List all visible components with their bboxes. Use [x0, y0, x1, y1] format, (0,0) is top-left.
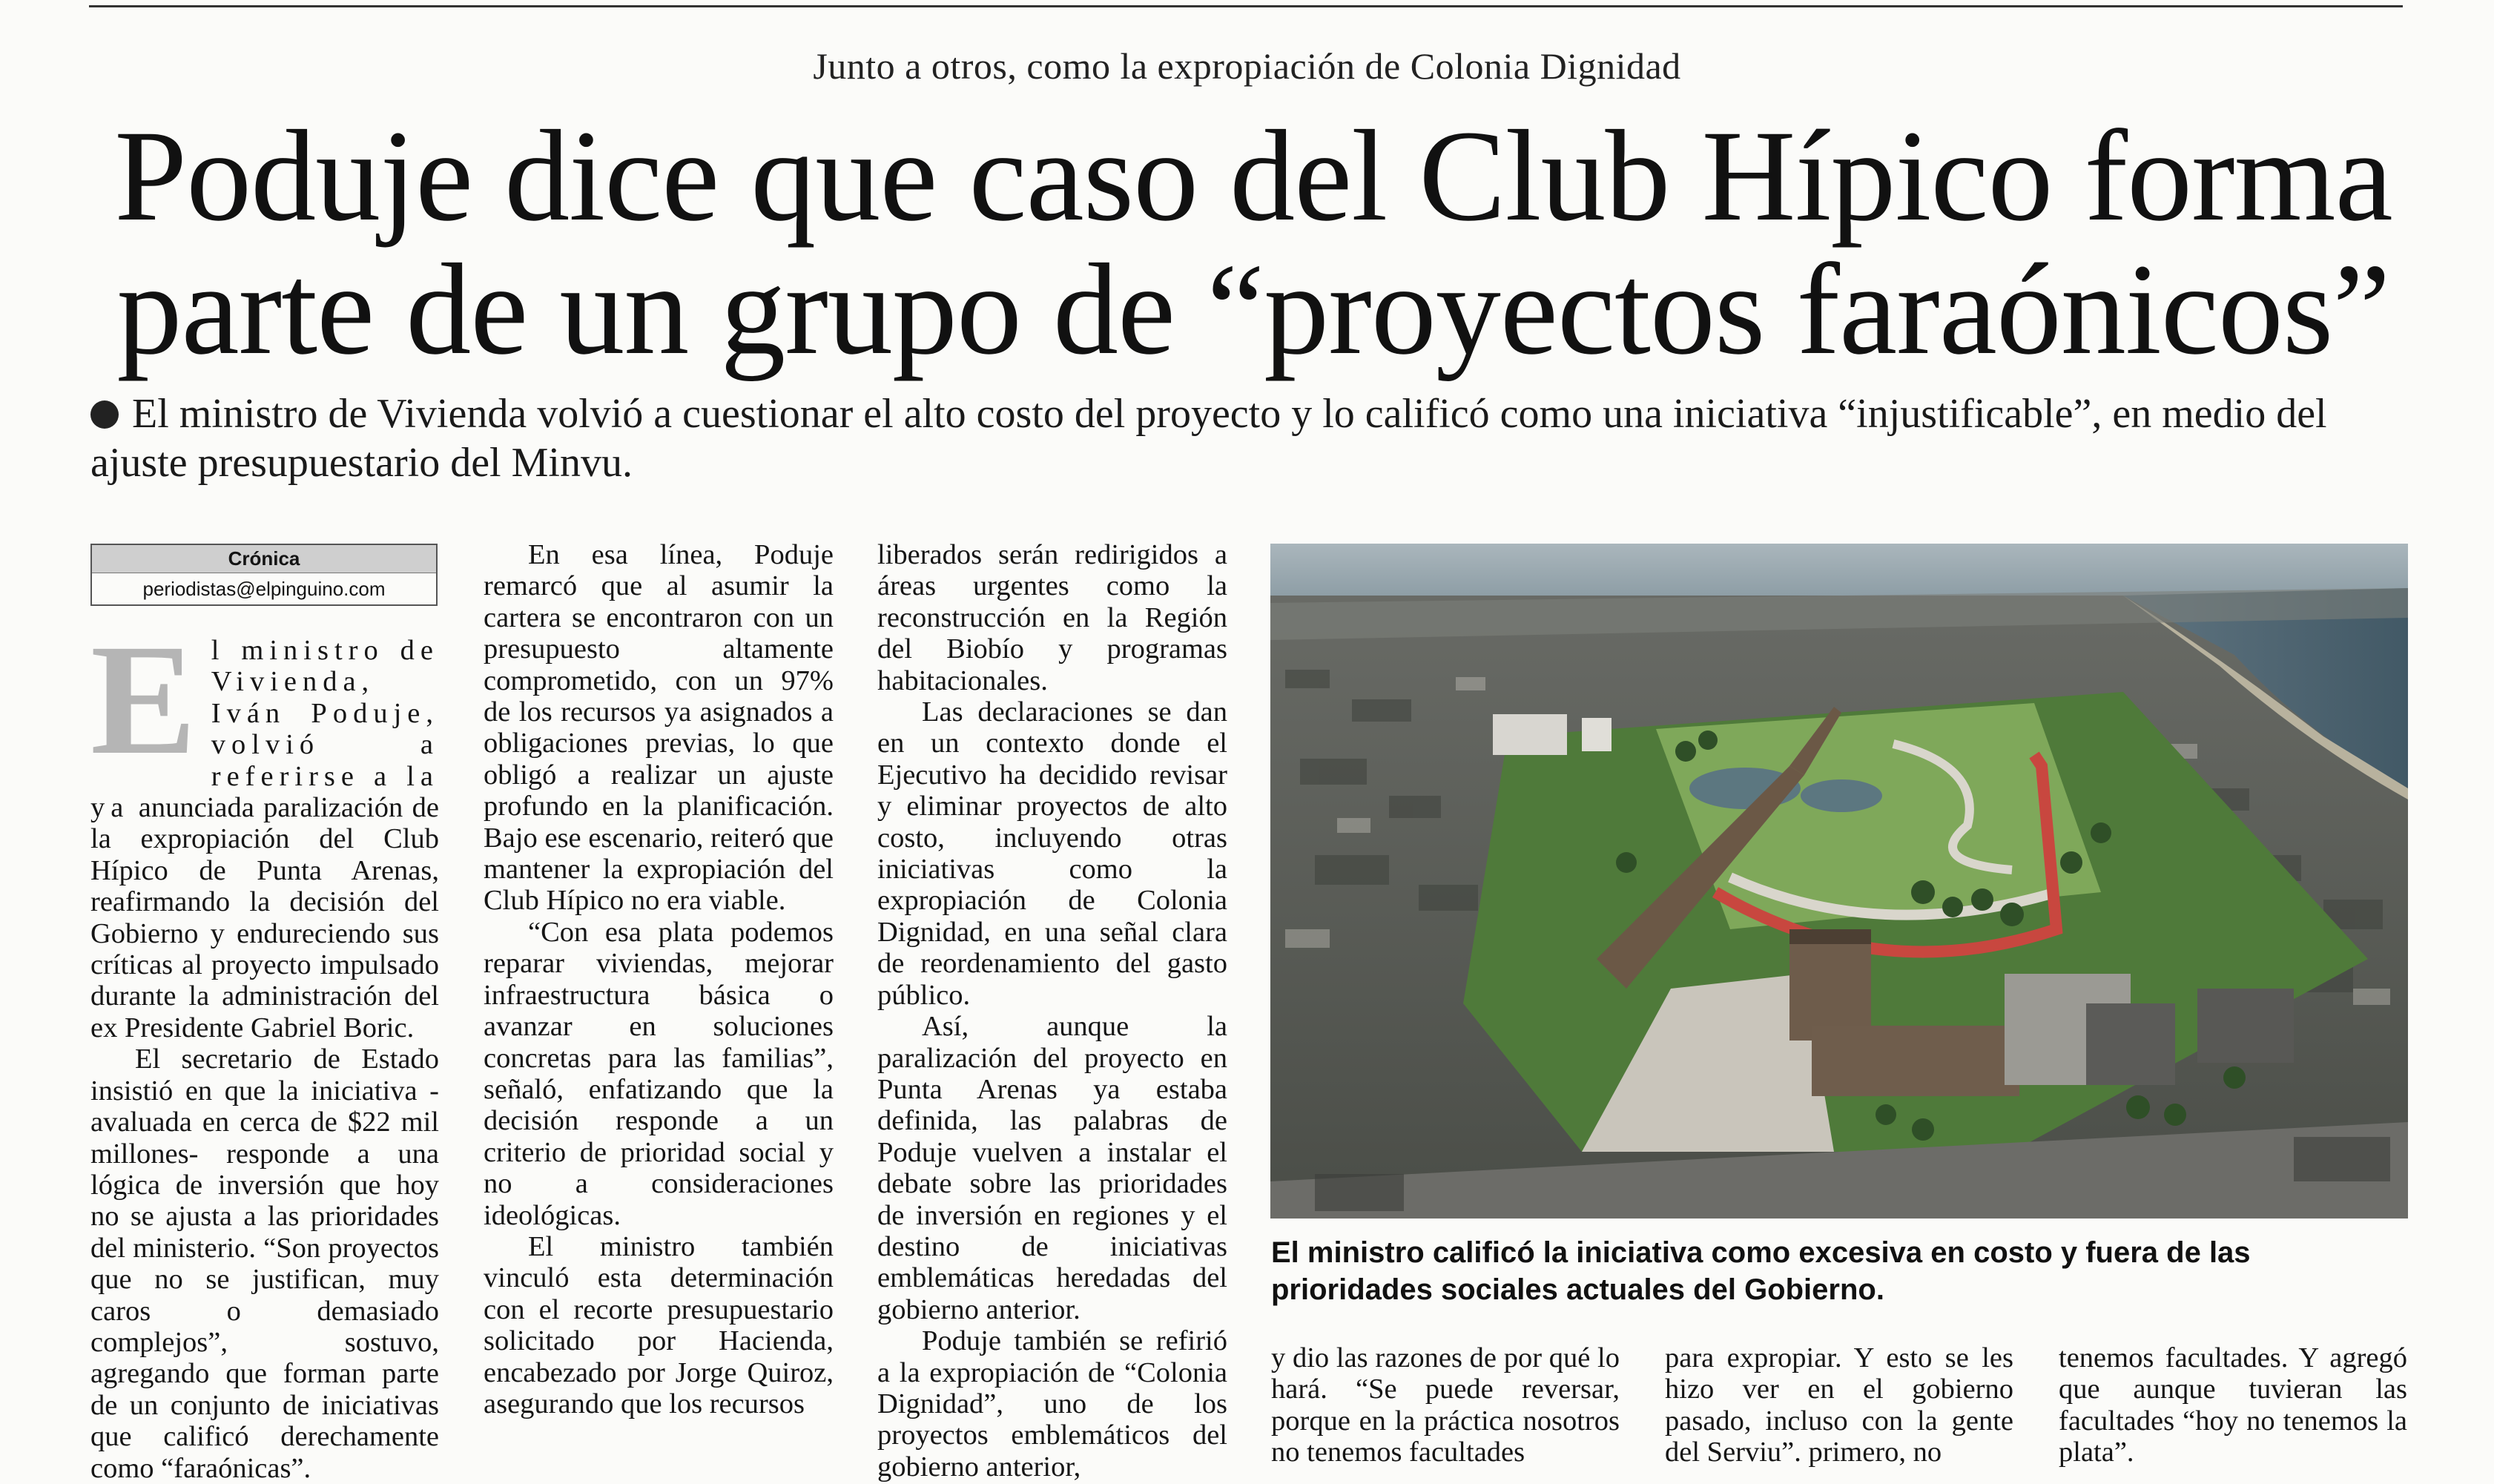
aerial-park-render-icon [1270, 544, 2408, 1218]
byline-box [90, 544, 438, 606]
headline-line-2: parte de un grupo de “proyectos faraónicos” [116, 237, 2390, 382]
body-paragraph: y dio las razones de por qué lo hará. “Se puede reversar, porque en la práctica nosotros no tenemos facultades [1271, 1342, 1620, 1468]
headline [89, 104, 2418, 382]
deck [90, 389, 2412, 487]
body-column-4 [1271, 1342, 1620, 1468]
body-paragraph: Las declaraciones se dan en un contexto donde el Ejecutivo ha decidido revisar y eliminar proyectos de alto costo, incluyendo otras iniciativas como la expropiación de Colonia Dignidad, en una señal clara de reordenamiento del gasto público. [877, 696, 1227, 1011]
body-paragraph: liberados serán redirigidos a áreas urgentes como la reconstrucción en la Región del Biobío y programas habitacionales. [877, 539, 1227, 696]
body-lead-spread: l ministro de Vivienda, Iván Poduje, volvió a referirse a la ya [90, 635, 439, 824]
photo-caption: El ministro calificó la iniciativa como excesiva en costo y fuera de las prioridades sociales actuales del Gobierno. [1271, 1236, 2251, 1306]
headline-line-1: Poduje dice que caso del Club Hípico forma [114, 104, 2392, 248]
dropcap: E [90, 612, 197, 788]
top-rule [89, 5, 2403, 7]
body-paragraph: En esa línea, Poduje remarcó que al asumir la cartera se encontraron con un presupuesto altamente comprometido, con un 97% de los recursos ya asignados a obligaciones previas, lo que obligó a realizar un ajuste profundo en la planificación. Bajo ese escenario, reiteró que mantener la expropiación del Club Hípico no era viable. [484, 539, 834, 917]
body-column-3 [877, 539, 1227, 1483]
body-column-2 [484, 539, 834, 1419]
byline-email[interactable]: periodistas@elpinguino.com [142, 578, 386, 600]
aerial-park-render-image [1270, 544, 2408, 1218]
deck-text: El ministro de Vivienda volvió a cuestionar el alto costo del proyecto y lo calificó como una iniciativa “injustificable”, en medio del ajuste presupuestario del Minvu. [90, 391, 2327, 486]
body-paragraph: El ministro también vinculó esta determinación con el recorte presupuestario solicitado por Hacienda, encabezado por Jorge Quiroz, asegurando que los recursos [484, 1230, 834, 1419]
body-column-1 [90, 612, 439, 1484]
body-paragraph [90, 612, 439, 1043]
byline-section: Crónica [92, 545, 436, 573]
body-paragraph: tenemos facultades. Y agregó que aunque tuvieran las facultades “hoy no tenemos la plata”. [2059, 1342, 2407, 1468]
body-column-5 [1665, 1342, 2013, 1468]
body-paragraph: El secretario de Estado insistió en que la iniciativa -avaluada en cerca de $22 mil millones- responde a una lógica de inversión que hoy no se ajusta a las prioridades del ministerio. “Son proyectos que no se justifican, muy caros o demasiado complejos”, sostuvo, agregando que forman parte de un conjunto de iniciativas que calificó derechamente como “faraónicas”. [90, 1043, 439, 1484]
body-column-6 [2059, 1342, 2407, 1468]
kicker: Junto a otros, como la expropiación de Colonia Dignidad [813, 45, 1681, 87]
body-paragraph: “Con esa plata podemos reparar viviendas, mejorar infraestructura básica o avanzar en soluciones concretas para las familias”, señaló, enfatizando que la decisión responde a un criterio de prioridad social y no a consideraciones ideológicas. [484, 916, 834, 1231]
body-paragraph: Así, aunque la paralización del proyecto en Punta Arenas ya estaba definida, las palabras de Poduje vuelven a instalar el debate sobre las prioridades de inversión en regiones y el destino de iniciativas emblemáticas heredadas del gobierno anterior. [877, 1011, 1227, 1325]
bullet-icon [90, 400, 119, 429]
body-paragraph: para expropiar. Y esto se les hizo ver en el gobierno pasado, incluso con la gente del Serviu”. primero, no [1665, 1342, 2013, 1468]
body-paragraph: Poduje también se refirió a la expropiación de “Colonia Dignidad”, uno de los proyectos emblemáticos del gobierno anterior, [877, 1325, 1227, 1483]
body-lead-rest: anunciada paralización de la expropiación del Club Hípico de Punta Arenas, reafirmando la decisión del Gobierno y endureciendo sus críticas al proyecto impulsado durante la administración del ex Presidente Gabriel Boric. [90, 792, 439, 1043]
